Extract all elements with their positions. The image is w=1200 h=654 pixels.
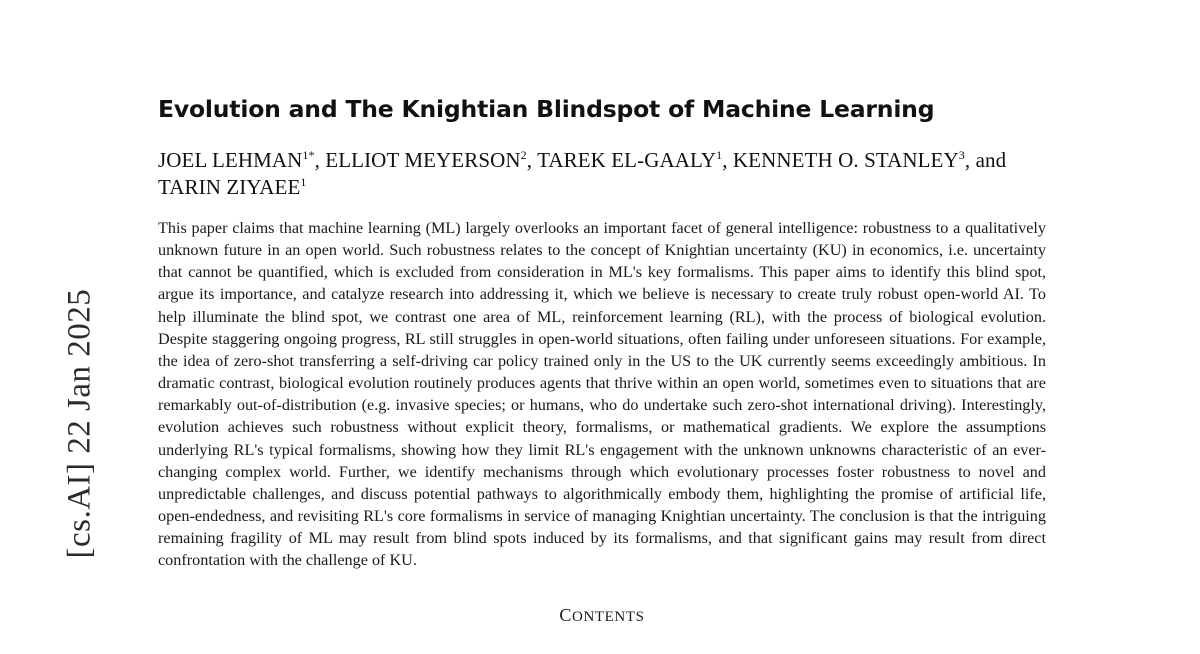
author-separator: , [964,148,976,173]
author-0-name: JOEL LEHMAN [158,148,303,173]
contents-heading-initial: C [559,605,573,626]
author-3-affiliation-marker: 3 [958,148,965,163]
author-2-name: TAREK EL-GAALY [537,148,717,173]
author-list [158,147,1072,201]
author-separator: , [722,148,733,173]
author-conjunction: and [975,148,1007,173]
author-0 [158,148,315,172]
arxiv-stamp [0,0,110,648]
author-3 [733,148,965,172]
table-of-contents-preview [158,644,1046,654]
arxiv-stamp-text: [cs.AI] 22 Jan 2025 [61,288,98,559]
contents-heading-rest: ONTENTS [572,609,645,626]
author-4-affiliation-marker: 1 [300,175,307,190]
author-4 [158,175,307,199]
contents-heading [158,605,1046,626]
author-2-affiliation-marker: 1 [716,148,723,163]
paper-page [158,0,1072,648]
author-0-affiliation-marker: 1* [302,148,315,163]
author-1 [325,148,526,172]
page-title: Evolution and The Knightian Blindspot of Machine Learning [158,95,935,123]
author-1-name: ELLIOT MEYERSON [325,148,521,173]
author-1-affiliation-marker: 2 [520,148,527,163]
author-2 [537,148,722,172]
author-separator: , [314,148,326,173]
author-3-name: KENNETH O. STANLEY [732,148,959,173]
abstract-text: This paper claims that machine learning (ML) largely overlooks an important facet of general intelligence: robustness to a qualitatively unknown future in an open world. Such robustness relates to the concept of Knightian uncertainty (KU) in economics, i.e. uncertainty that cannot be quantified, which is excluded from consideration in ML's key formalisms. This paper aims to identify this blind spot, argue its importance, and catalyze research into addressing it, which we believe is necessary to create truly robust open-world AI. To help illuminate the blind spot, we contrast one area of ML, reinforcement learning (RL), with the process of biological evolution. Despite staggering ongoing progress, RL still struggles in open-world situations, often failing under unforeseen situations. For example, the idea of zero-shot transferring a self-driving car policy trained only in the US to the UK currently seems exceedingly ambitious. In dramatic contrast, biological evolution routinely produces agents that thrive within an open world, sometimes even to situations that are remarkably out-of-distribution (e.g. invasive species; or humans, who do undertake such zero-shot international driving). Interestingly, evolution achieves such robustness without explicit theory, formalisms, or mathematical gradients. We explore the assumptions underlying RL's typical formalisms, showing how they limit RL's engagement with the unknown unknowns characteristic of an ever-changing complex world. Further, we identify mechanisms through which evolutionary processes foster robustness to novel and unpredictable challenges, and discuss potential pathways to algorithmically embody them, highlighting the promise of artificial life, open-endedness, and revisiting RL's core formalisms in service of managing Knightian uncertainty. The conclusion is that the intriguing remaining fragility of ML may result from blind spots induced by its formalisms, and that significant gains may result from direct confrontation with the challenge of KU. [158,218,1046,570]
author-4-name: TARIN ZIYAEE [158,175,301,200]
author-separator: , [526,148,538,173]
